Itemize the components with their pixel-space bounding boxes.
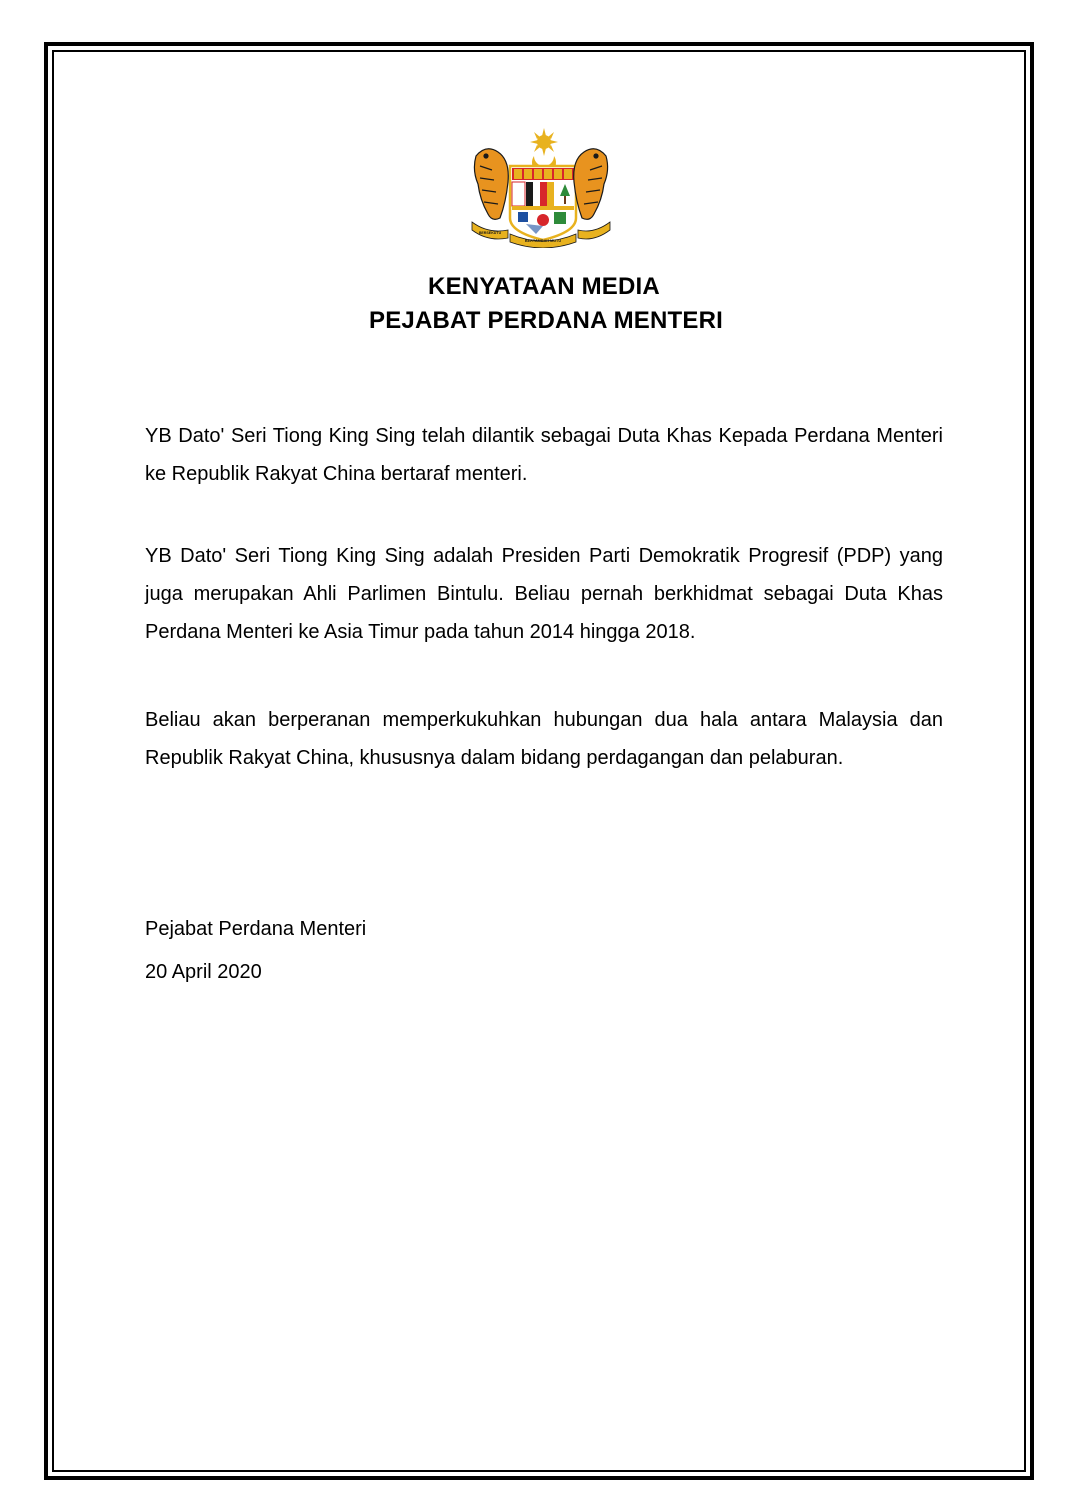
tiger-icon (474, 149, 508, 220)
motto-center-text: BERTAMBAH MUTU (524, 239, 562, 243)
statement-title: KENYATAAN MEDIA (428, 273, 660, 300)
signature-date: 20 April 2020 (145, 961, 262, 983)
shield-icon (510, 166, 576, 240)
malaysia-coat-of-arms-icon (466, 126, 616, 248)
office-title: PEJABAT PERDANA MENTERI (369, 307, 723, 334)
body-paragraph: YB Dato' Seri Tiong King Sing adalah Presiden Parti Demokratik Progresif (PDP) yang juga merupakan Ahli Parlimen Bintulu. Beliau pernah berkhidmat sebagai Duta Khas Perdana Menteri ke Asia Timur pada tahun 2014 hingga 2018. (145, 545, 943, 643)
body-paragraph: Beliau akan berperanan memperkukuhkan hubungan dua hala antara Malaysia dan Republik Rakyat China, khususnya dalam bidang perdagangan dan pelaburan. (145, 709, 943, 769)
body-paragraph: YB Dato' Seri Tiong King Sing telah dilantik sebagai Duta Khas Kepada Perdana Menteri ke Republik Rakyat China bertaraf menteri. (145, 425, 943, 485)
tiger-icon (574, 149, 608, 220)
star-icon (530, 128, 558, 156)
motto-left-text: BERSEKUTU (478, 231, 502, 235)
signature-office: Pejabat Perdana Menteri (145, 918, 367, 940)
